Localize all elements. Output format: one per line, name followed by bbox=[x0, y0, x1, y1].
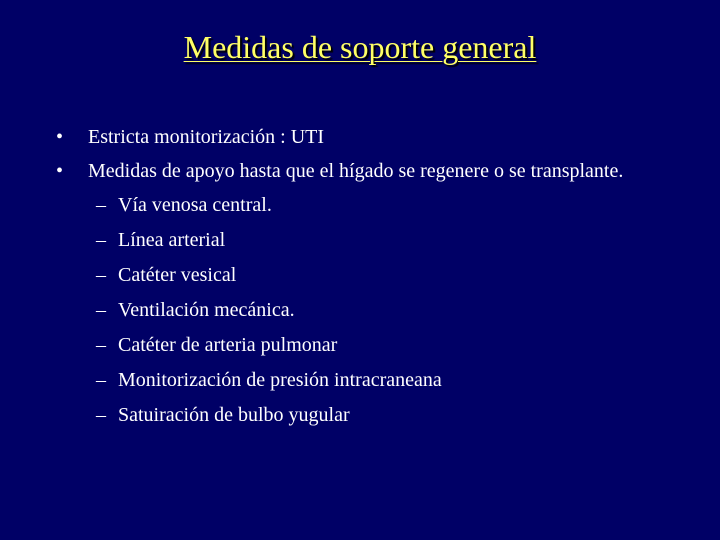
bullet-text: Estricta monitorización : UTI bbox=[88, 126, 325, 148]
sub-bullet-text: Ventilación mecánica. bbox=[118, 299, 295, 321]
sub-bullet-text: Línea arterial bbox=[118, 229, 226, 251]
sub-bullet-item bbox=[56, 192, 676, 219]
dash-marker: – bbox=[96, 194, 106, 216]
sub-bullet-item bbox=[56, 227, 676, 254]
sub-bullet-item bbox=[56, 262, 676, 289]
sub-bullet-text: Catéter de arteria pulmonar bbox=[118, 334, 338, 356]
sub-bullet-list bbox=[56, 192, 676, 429]
bullet-marker: • bbox=[56, 126, 64, 148]
bullet-text: Medidas de apoyo hasta que el hígado se regenere o se transplante. bbox=[88, 160, 624, 182]
dash-marker: – bbox=[96, 264, 106, 286]
bullet-marker: • bbox=[56, 160, 64, 182]
sub-bullet-item bbox=[56, 402, 676, 429]
sub-bullet-text: Vía venosa central. bbox=[118, 194, 272, 216]
slide-body bbox=[56, 124, 676, 437]
sub-bullet-text: Satuiración de bulbo yugular bbox=[118, 404, 350, 426]
dash-marker: – bbox=[96, 229, 106, 251]
sub-bullet-text: Catéter vesical bbox=[118, 264, 237, 286]
sub-bullet-text: Monitorización de presión intracraneana bbox=[118, 369, 442, 391]
bullet-item bbox=[56, 158, 676, 185]
sub-bullet-item bbox=[56, 332, 676, 359]
bullet-item bbox=[56, 124, 676, 151]
dash-marker: – bbox=[96, 369, 106, 391]
sub-bullet-item bbox=[56, 367, 676, 394]
sub-bullet-item bbox=[56, 297, 676, 324]
slide-title: Medidas de soporte general bbox=[183, 29, 537, 65]
dash-marker: – bbox=[96, 299, 106, 321]
dash-marker: – bbox=[96, 334, 106, 356]
dash-marker: – bbox=[96, 404, 106, 426]
